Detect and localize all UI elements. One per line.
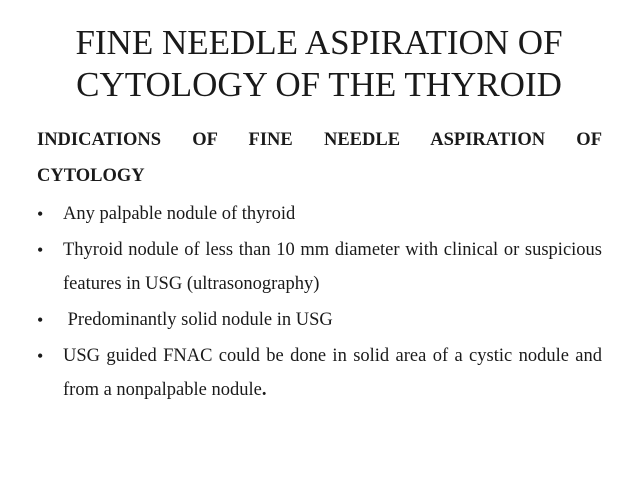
bullet-icon: • (37, 204, 44, 224)
list-item (37, 197, 602, 231)
indications-heading-line-1: INDICATIONS OF FINE NEEDLE ASPIRATION OF (37, 130, 602, 150)
slide-title-line-1: FINE NEEDLE ASPIRATION OF (75, 23, 563, 62)
list-item-trailing-period: . (261, 380, 267, 400)
list-item (37, 303, 602, 337)
bullet-icon: • (37, 240, 44, 260)
list-item-text: USG guided FNAC could be done in solid area of a cystic nodule and from a nonpalpable nodule (63, 346, 602, 400)
list-item-text: Thyroid nodule of less than 10 mm diameter with clinical or suspicious features in USG (ultrasonography) (63, 240, 602, 294)
slide-title (20, 22, 618, 106)
list-item-text: Predominantly solid nodule in USG (63, 310, 333, 330)
list-item (37, 233, 602, 301)
indications-heading-line-2: CYTOLOGY (37, 166, 145, 186)
list-item-text: Any palpable nodule of thyroid (63, 204, 296, 224)
bullet-icon: • (37, 346, 44, 366)
list-item (37, 339, 602, 407)
slide-title-line-2: CYTOLOGY OF THE THYROID (76, 65, 562, 104)
indications-heading (37, 122, 602, 194)
indications-list (37, 197, 602, 409)
bullet-icon: • (37, 310, 44, 330)
